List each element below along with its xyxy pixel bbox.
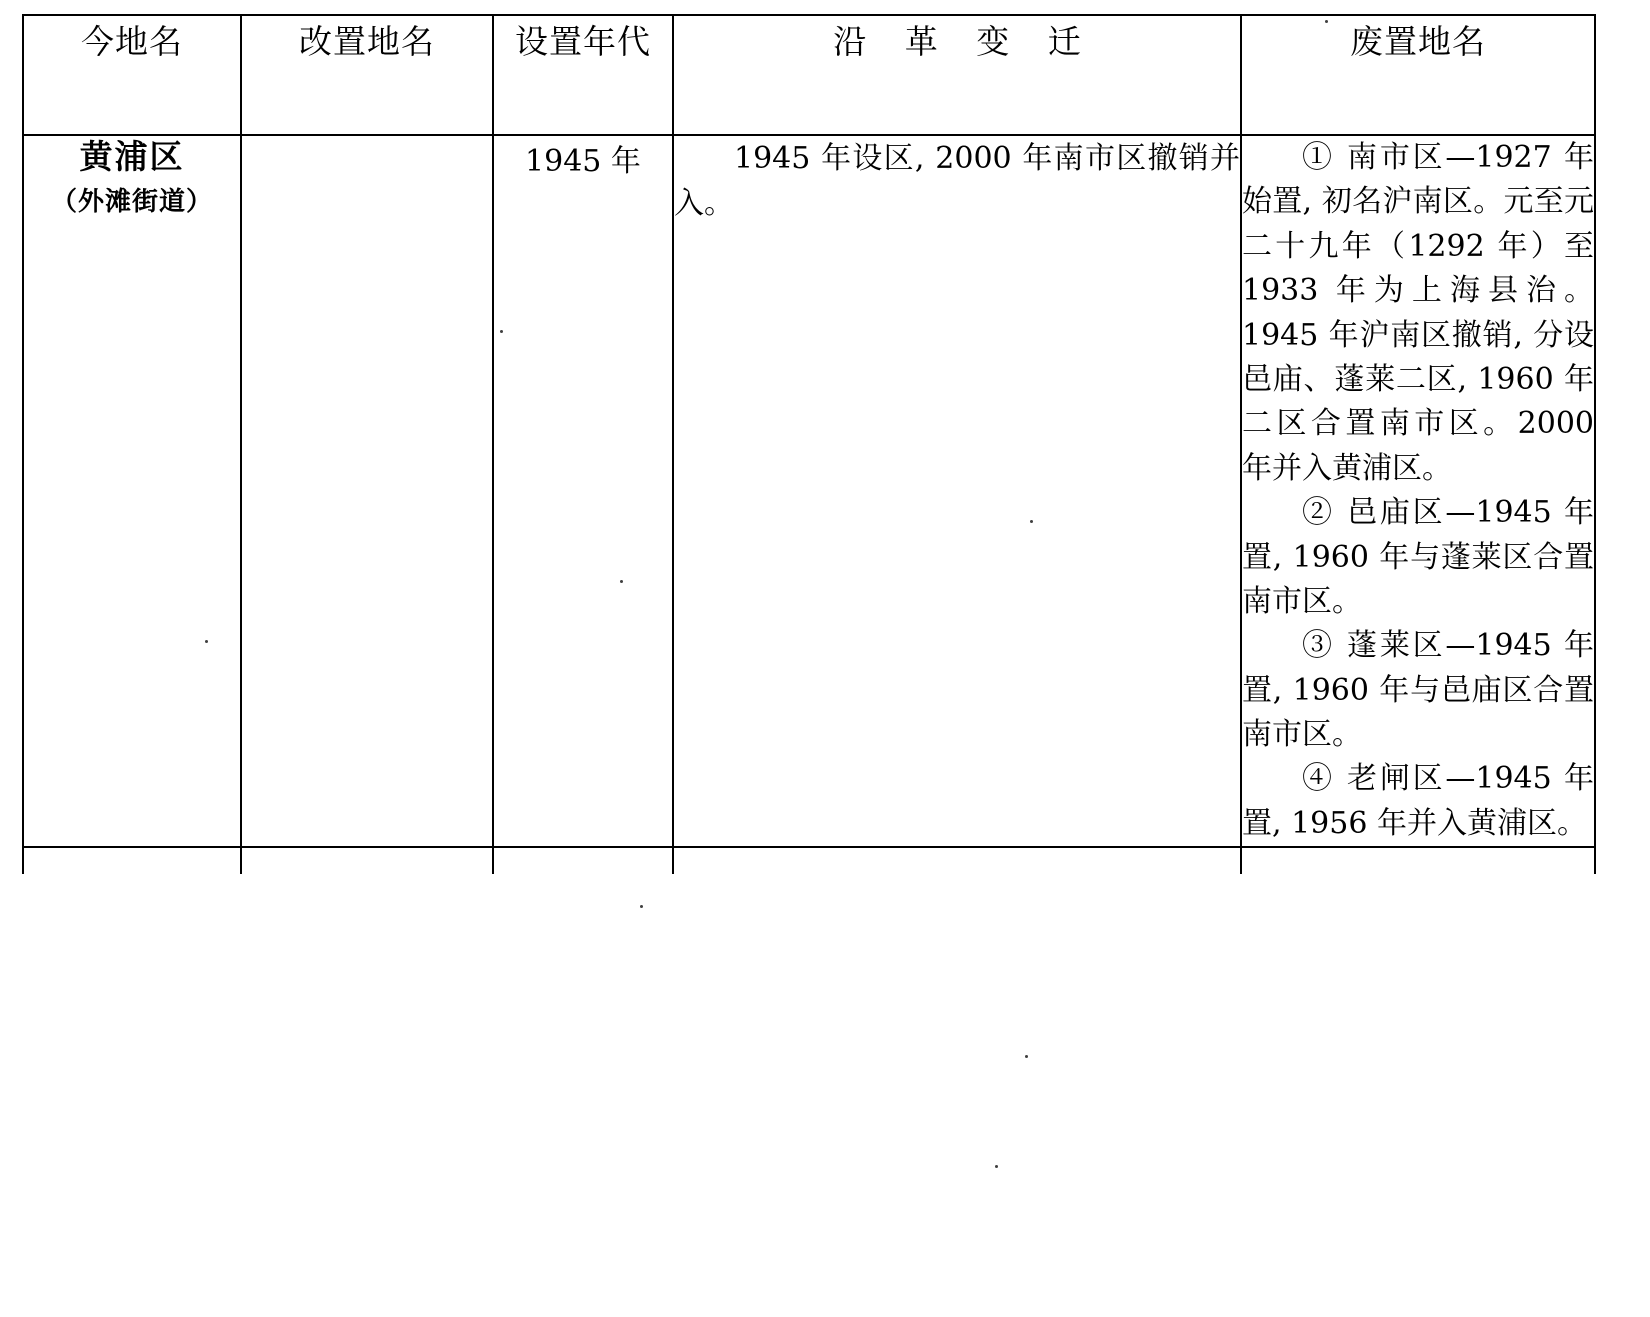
header-text-abolished-place-name: 废置地名	[1350, 22, 1486, 61]
gazetteer-table	[22, 14, 1596, 874]
historical-changes-text: 1945 年设区, 2000 年南市区撤销并入。	[674, 141, 1240, 221]
scan-speck	[640, 905, 643, 908]
cell-establishment-year	[493, 135, 673, 847]
cell-partial-5	[1241, 847, 1595, 874]
abolished-entry-2: ② 邑庙区—1945 年置, 1960 年与蓬莱区合置南市区。	[1242, 495, 1594, 619]
column-header-abolished-place-name	[1241, 15, 1595, 135]
table-row-partial	[23, 847, 1595, 874]
scan-speck	[995, 1165, 998, 1168]
cell-abolished-place-name	[1241, 135, 1595, 847]
cell-renamed-place-name	[241, 135, 493, 847]
scan-speck	[205, 640, 208, 643]
abolished-entry-1: ① 南市区—1927 年始置, 初名沪南区。元至元二十九年（1292 年）至 1933 年为上海县治。1945 年沪南区撤销, 分设邑庙、蓬莱二区, 1960 年二区合置南市区。2000 年并入黄浦区。	[1242, 140, 1594, 486]
table-body	[23, 135, 1595, 874]
scan-speck	[500, 330, 503, 333]
scan-speck	[1030, 520, 1033, 523]
table-row	[23, 135, 1595, 847]
table-header-row	[23, 15, 1595, 135]
cell-partial-2	[241, 847, 493, 874]
cell-partial-3	[493, 847, 673, 874]
scan-speck	[620, 580, 623, 583]
place-name-main: 黄浦区	[79, 137, 185, 176]
cell-partial-1	[23, 847, 241, 874]
header-text-current-place-name: 今地名	[81, 22, 183, 61]
abolished-entry-4: ④ 老闸区—1945 年置, 1956 年并入黄浦区。	[1242, 761, 1594, 841]
place-name-subdistrict: （外滩街道）	[50, 187, 213, 218]
header-text-establishment-year: 设置年代	[515, 22, 651, 61]
cell-historical-changes	[673, 135, 1241, 847]
header-text-historical-changes: 沿 革 变 迁	[833, 22, 1095, 61]
column-header-current-place-name	[23, 15, 241, 135]
column-header-renamed-place-name	[241, 15, 493, 135]
establishment-year-value: 1945 年	[525, 144, 641, 179]
column-header-establishment-year	[493, 15, 673, 135]
scan-speck	[1025, 1055, 1028, 1058]
cell-current-place-name	[23, 135, 241, 847]
cell-partial-4	[673, 847, 1241, 874]
abolished-entry-3: ③ 蓬莱区—1945 年置, 1960 年与邑庙区合置南市区。	[1242, 628, 1594, 753]
column-header-historical-changes	[673, 15, 1241, 135]
table-header	[23, 15, 1595, 135]
header-text-renamed-place-name: 改置地名	[299, 22, 435, 61]
scan-speck	[1325, 20, 1328, 23]
